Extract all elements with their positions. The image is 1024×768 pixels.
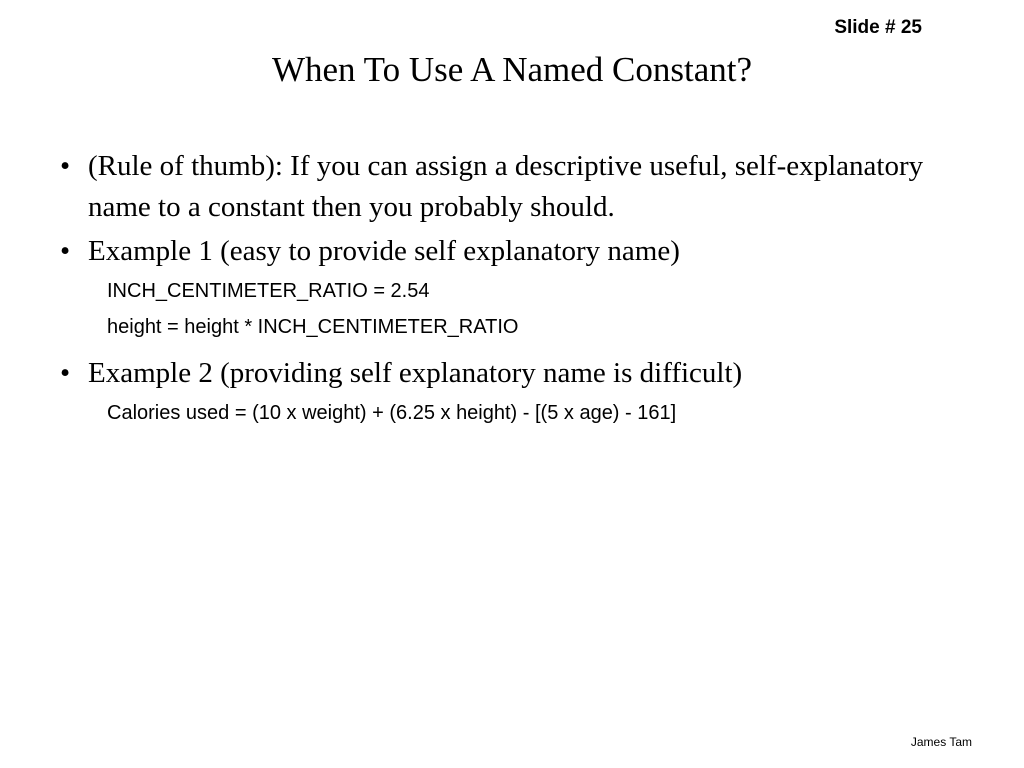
code-line: INCH_CENTIMETER_RATIO = 2.54: [107, 280, 430, 302]
bullet-text: Example 1 (easy to provide self explanatory name): [88, 235, 680, 267]
example-2-code: [60, 397, 940, 429]
bullet-text: Example 2 (providing self explanatory name is difficult): [88, 357, 743, 389]
slide-title: When To Use A Named Constant?: [271, 50, 753, 89]
bullet-marker: •: [60, 150, 71, 182]
code-line: Calories used = (10 x weight) + (6.25 x height) - [(5 x age) - 161]: [107, 402, 677, 424]
code-line: height = height * INCH_CENTIMETER_RATIO: [107, 316, 519, 338]
bullet-text: (Rule of thumb): If you can assign a descriptive useful, self-explanatory name to a constant then you probably should.: [88, 150, 924, 223]
example-1-code: [60, 275, 940, 343]
footer-author: James Tam: [910, 735, 972, 749]
bullet-marker: •: [60, 357, 71, 389]
bullet-marker: •: [60, 235, 71, 267]
slide-content: [60, 146, 940, 439]
bullet-rule-of-thumb: [60, 146, 940, 228]
bullet-example-1: [60, 231, 940, 272]
slide-number: Slide # 25: [834, 17, 922, 38]
bullet-example-2: [60, 353, 940, 394]
